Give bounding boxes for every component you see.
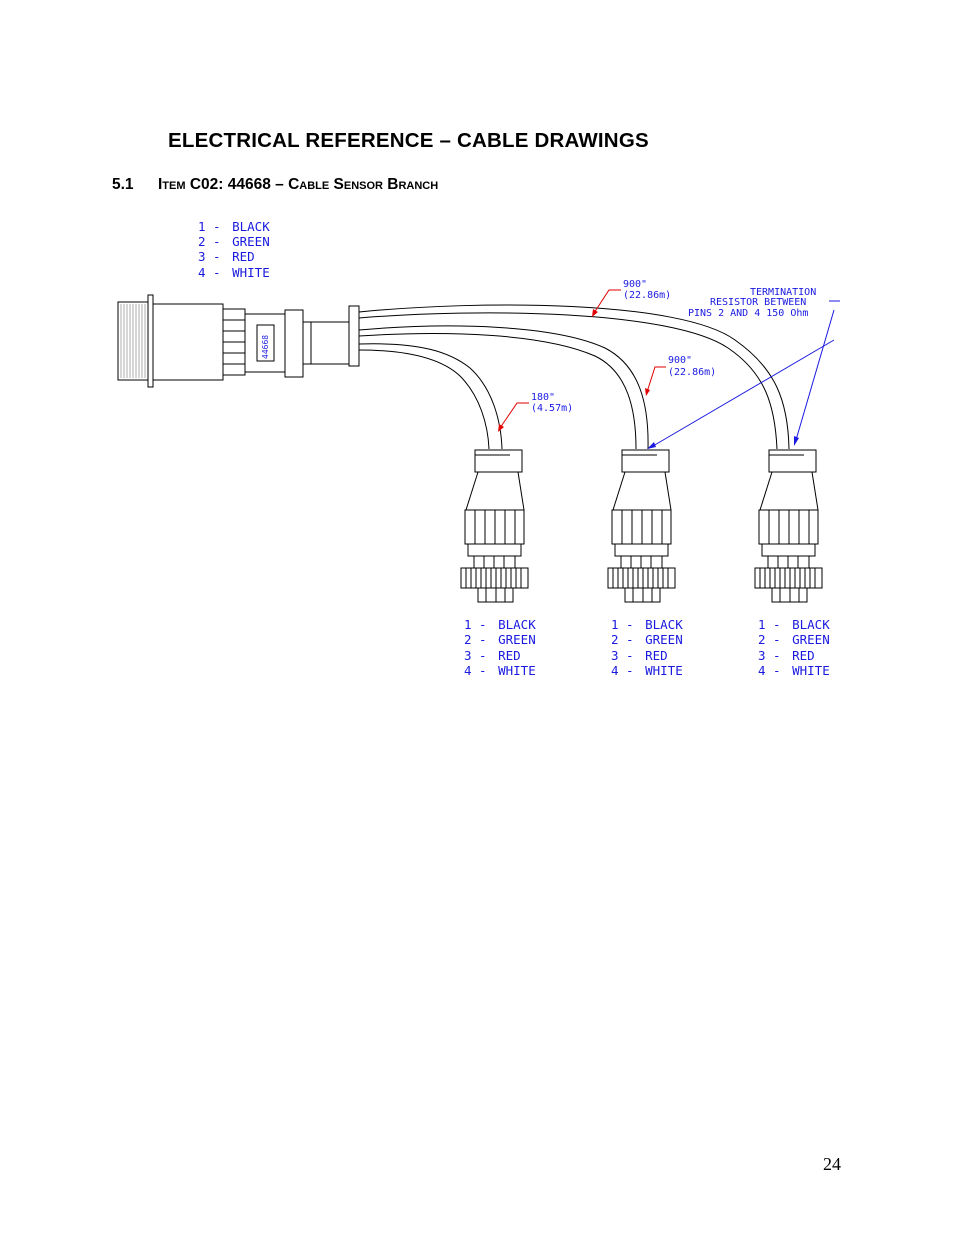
section-title: Item C02: 44668 – Cable Sensor Branch xyxy=(158,176,439,193)
branch-connector-3 xyxy=(755,450,822,602)
length-label-2 xyxy=(645,355,716,396)
cables xyxy=(359,305,789,449)
branch-pinout-legend-3 xyxy=(758,617,830,678)
main-pinout-legend xyxy=(198,219,270,280)
svg-text:1 - BLACK: 1 - BLACK xyxy=(758,617,830,632)
page-number: 24 xyxy=(823,1154,841,1174)
svg-text:(4.57m): (4.57m) xyxy=(531,403,574,414)
svg-text:4 - WHITE: 4 - WHITE xyxy=(464,663,536,678)
svg-text:3 - RED: 3 - RED xyxy=(611,648,668,663)
branch-connector-2 xyxy=(608,450,675,602)
part-number-label: 44668 xyxy=(261,334,270,359)
svg-text:2 - GREEN: 2 - GREEN xyxy=(758,632,830,647)
svg-text:1 - BLACK: 1 - BLACK xyxy=(611,617,683,632)
svg-text:(22.86m): (22.86m) xyxy=(623,290,672,301)
svg-text:3 - RED: 3 - RED xyxy=(464,648,521,663)
svg-text:3 - RED: 3 - RED xyxy=(758,648,815,663)
svg-text:2 - GREEN: 2 - GREEN xyxy=(611,632,683,647)
svg-text:4 - WHITE: 4 - WHITE xyxy=(611,663,683,678)
length-label-3 xyxy=(498,392,573,432)
branch-connector-1 xyxy=(461,450,528,602)
svg-text:1 - BLACK: 1 - BLACK xyxy=(464,617,536,632)
main-pin-3: 3 - RED xyxy=(198,249,255,264)
svg-text:4 - WHITE: 4 - WHITE xyxy=(758,663,830,678)
svg-text:(22.86m): (22.86m) xyxy=(668,367,717,378)
main-pin-4: 4 - WHITE xyxy=(198,265,270,280)
svg-text:TERMINATION: TERMINATION xyxy=(750,287,817,298)
svg-text:900": 900" xyxy=(668,355,693,366)
main-connector xyxy=(118,295,359,387)
section-number: 5.1 xyxy=(112,176,134,193)
branch-pinout-legend-2 xyxy=(611,617,683,678)
svg-text:RESISTOR BETWEEN: RESISTOR BETWEEN xyxy=(710,297,807,308)
svg-text:180": 180" xyxy=(531,392,556,403)
main-pin-1: 1 - BLACK xyxy=(198,219,270,234)
svg-text:900": 900" xyxy=(623,279,648,290)
main-pin-2: 2 - GREEN xyxy=(198,234,270,249)
branch-pinout-legend-1 xyxy=(464,617,536,678)
page-heading: ELECTRICAL REFERENCE – CABLE DRAWINGS xyxy=(168,129,649,152)
svg-text:PINS 2 AND 4 150 Ohm: PINS 2 AND 4 150 Ohm xyxy=(688,308,809,319)
svg-text:2 - GREEN: 2 - GREEN xyxy=(464,632,536,647)
